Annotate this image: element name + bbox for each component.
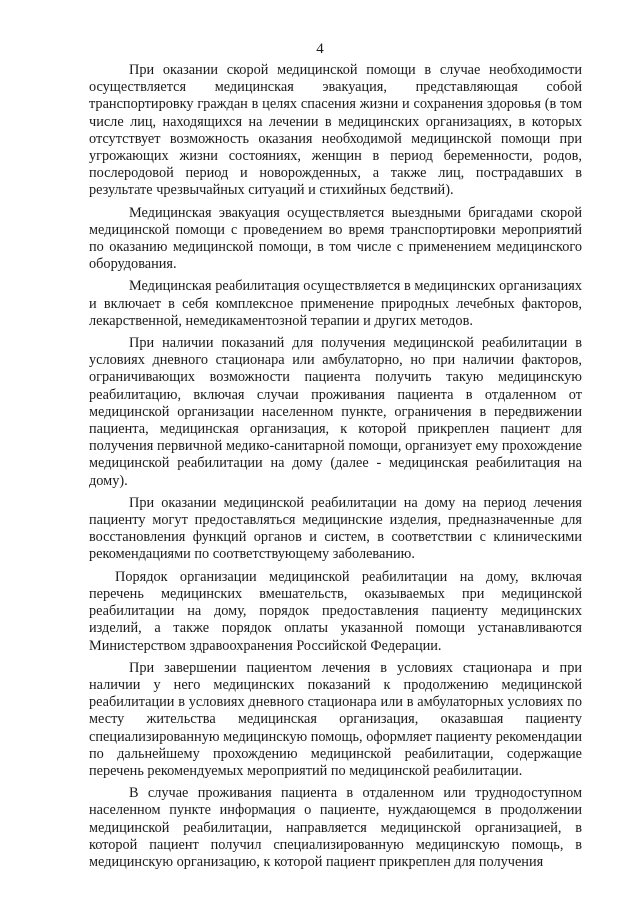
paragraph-discharge-recommendations: При завершении пациентом лечения в условиях стационара и при наличии у него медицинских показаний к продолжению медицинской реабилитации в условиях дневного стационара или в амбулаторных условиях по месту жительства медицинская организация, оказавшая пациенту специализированную медицинскую помощь, оформляет пациенту рекомендации по дальнейшему прохождению медицинской реабилитации, содержащие перечень рекомендуемых мероприятий по медицинской реабилитации. — [89, 659, 582, 779]
paragraph-home-rehabilitation: При наличии показаний для получения медицинской реабилитации в условиях дневного стационара или амбулаторно, но при наличии факторов, ограничивающих возможности пациента получить такую медицинскую реабилитацию, включая случаи проживания пациента в отдаленном от медицинской организации населенном пункте, ограничения в передвижении пациента, медицинская организация, к которой прикреплен пациент для получения первичной медико-санитарной помощи, организует ему прохождение медицинской реабилитации на дому (далее - медицинская реабилитация на дому). — [89, 335, 582, 489]
paragraph-rehabilitation: Медицинская реабилитация осуществляется в медицинских организациях и включает в себя комплексное применение природных лечебных факторов, лекарственной, немедикаментозной терапии и других методов. — [89, 278, 582, 329]
paragraph-medical-devices: При оказании медицинской реабилитации на дому на период лечения пациенту могут предоставляться медицинские изделия, предназначенные для восстановления функций органов и систем, в соответствии с клиническими рекомендациями по соответствующему заболеванию. — [89, 494, 582, 563]
page-number: 4 — [316, 41, 324, 57]
document-body — [89, 62, 582, 871]
paragraph-remote-settlement: В случае проживания пациента в отдаленном или труднодоступном населенном пункте информация о пациенте, нуждающемся в продолжении медицинской реабилитации, направляется медицинской организацией, в которой пациент получил специализированную медицинскую помощь, в медицинскую организацию, к которой пациент прикреплен для получения — [89, 785, 582, 870]
paragraph-evacuation-teams: Медицинская эвакуация осуществляется выездными бригадами скорой медицинской помощи с проведением во время транспортировки мероприятий по оказанию медицинской помощи, в том числе с применением медицинского оборудования. — [89, 204, 582, 273]
paragraph-medical-evacuation: При оказании скорой медицинской помощи в случае необходимости осуществляется медицинская эвакуация, представляющая собой транспортировку граждан в целях спасения жизни и сохранения здоровья (в том числе лиц, находящихся на лечении в медицинских организациях, в которых отсутствует возможность оказания необходимой медицинской помощи при угрожающих жизни состояниях, женщин в период беременности, родов, послеродовой период и новорожденных, а также лиц, пострадавших в результате чрезвычайных ситуаций и стихийных бедствий). — [89, 62, 582, 199]
paragraph-procedure: Порядок организации медицинской реабилитации на дому, включая перечень медицинских вмешательств, оказываемых при медицинской реабилитации на дому, порядок предоставления пациенту медицинских изделий, а также порядок оплаты указанной помощи устанавливаются Министерством здравоохранения Российской Федерации. — [89, 568, 582, 654]
